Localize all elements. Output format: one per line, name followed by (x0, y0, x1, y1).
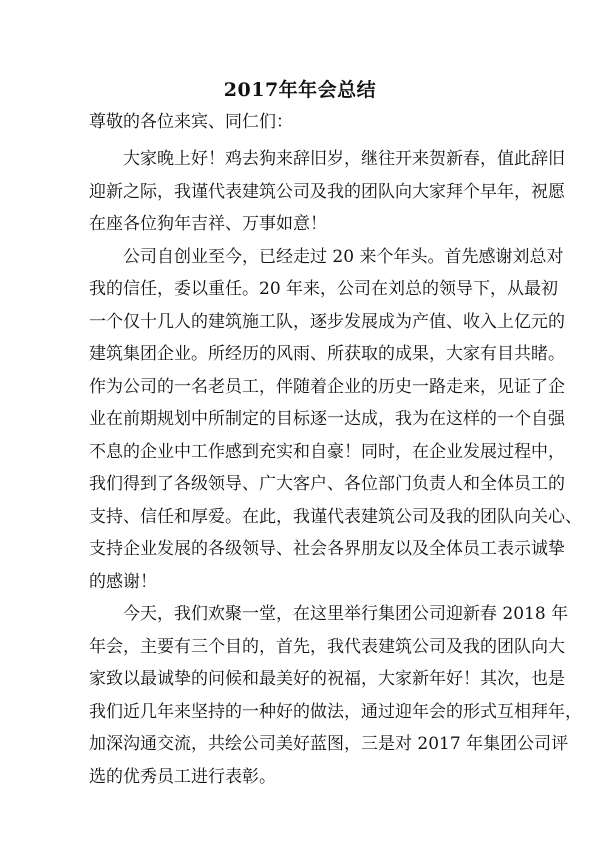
paragraph-line: 今天，我们欢聚一堂，在这里举行集团公司迎新春 2018 年 (123, 604, 569, 624)
paragraph-line: 在座各位狗年吉祥、万事如意！ (89, 214, 327, 234)
paragraph-2 (89, 241, 582, 599)
paragraph-line: 选的优秀员工进行表彰。 (89, 766, 276, 787)
document-body (89, 143, 582, 793)
paragraph-line: 我们得到了各级领导、广大客户、各位部门负责人和全体员工的 (89, 474, 565, 494)
paragraph-line: 支持、信任和厚爱。在此，我谨代表建筑公司及我的团队向关心、 (89, 506, 582, 527)
paragraph-line: 大家晚上好！鸡去狗来辞旧岁，继往开来贺新春，值此辞旧 (123, 149, 565, 169)
paragraph-line: 业在前期规划中所制定的目标逐一达成，我为在这样的一个自强 (89, 409, 565, 429)
paragraph-line: 不息的企业中工作感到充实和自豪！同时，在企业发展过程中， (89, 441, 565, 462)
paragraph-line: 我们近几年来坚持的一种好的做法，通过迎年会的形式互相拜年， (89, 701, 582, 722)
paragraph-line: 加深沟通交流，共绘公司美好蓝图，三是对 2017 年集团公司评 (89, 734, 569, 754)
paragraph-1 (89, 143, 565, 241)
paragraph-line: 家致以最诚挚的问候和最美好的祝福，大家新年好！其次，也是 (89, 669, 565, 689)
document-title: 2017年年会总结 (223, 79, 377, 101)
paragraph-line: 作为公司的一名老员工，伴随着企业的历史一路走来，见证了企 (89, 376, 565, 397)
paragraph-line: 公司自创业至今，已经走过 20 来个年头。首先感谢刘总对 (123, 246, 564, 267)
paragraph-line: 迎新之际，我谨代表建筑公司及我的团队向大家拜个早年，祝愿 (89, 181, 565, 202)
paragraph-3 (89, 598, 582, 793)
paragraph-line: 支持企业发展的各级领导、社会各界朋友以及全体员工表示诚挚 (89, 539, 565, 559)
paragraph-line: 的感谢！ (89, 571, 157, 592)
paragraph-line: 我的信任，委以重任。20 年来，公司在刘总的领导下，从最初 (89, 279, 559, 299)
paragraph-line: 建筑集团企业。所经历的风雨、所获取的成果，大家有目共睹。 (89, 344, 565, 364)
paragraph-line: 一个仅十几人的建筑施工队，逐步发展成为产值、收入上亿元的 (89, 311, 565, 332)
paragraph-line: 年会，主要有三个目的，首先，我代表建筑公司及我的团队向大 (89, 636, 565, 657)
salutation: 尊敬的各位来宾、同仁们： (89, 112, 293, 132)
